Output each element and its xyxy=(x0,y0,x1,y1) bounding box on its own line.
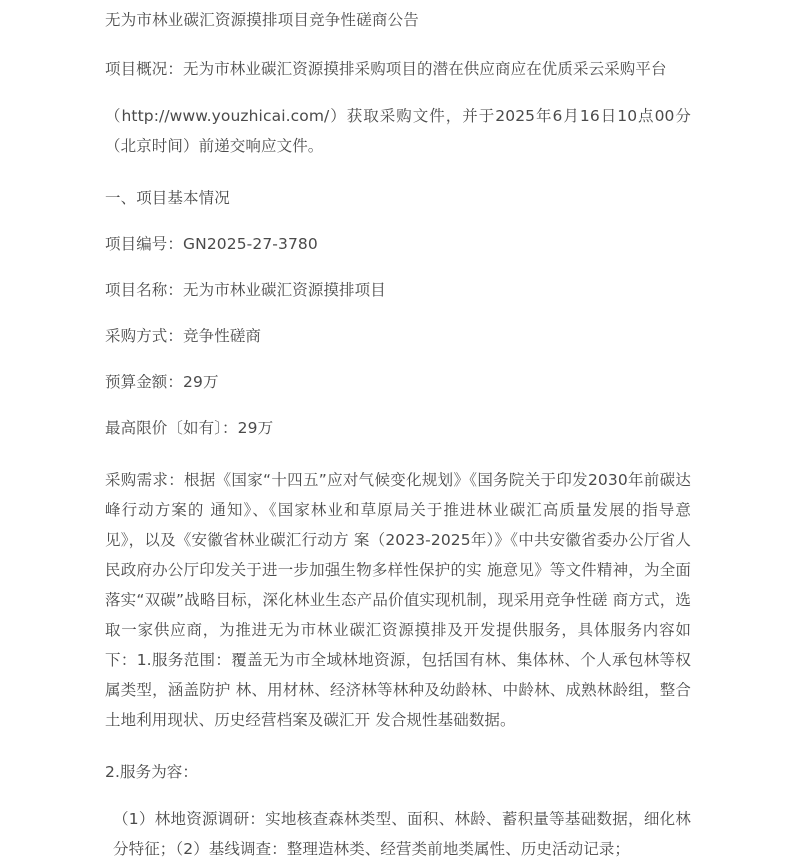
spacer xyxy=(105,32,691,54)
spacer xyxy=(105,735,691,757)
project-overview-line-2: （http://www.youzhicai.com/）获取采购文件，并于2025年6月16日10点00分（北京时间）前递交响应文件。 xyxy=(105,107,691,156)
section-heading-service-content: 2.服务为容： xyxy=(105,763,198,782)
page-title: 无为市林业碳汇资源摸排项目竞争性磋商公告 xyxy=(105,11,420,29)
spacer xyxy=(105,259,691,275)
field-value: GN2025-27-3780 xyxy=(183,235,318,254)
field-row-procurement-method xyxy=(105,321,691,351)
field-value: 29万 xyxy=(237,419,274,438)
spacer xyxy=(105,84,691,101)
spacer xyxy=(105,305,691,321)
field-label: 项目编号： xyxy=(105,235,184,254)
procurement-requirement-paragraph: 采购需求：根据《国家“十四五”应对气候变化规划》《国务院关于印发2030年前碳达峰行动方案的 通知》、《国家林业和草原局关于推进林业碳汇高质量发展的指导意见》，以及《安徽省林业碳汇行动方 案（2023-2025年）》《中共安徽省委办公厅省人民政府办公厅印发关于进一步加强生物多样性保护的实 施意见》等文件精神，为全面落实“双碳”战略目标，深化林业生态产品价值实现机制，现采用竞争性磋 商方式，选取一家供应商，为推进无为市林业碳汇资源摸排及开发提供服务，具体服务内容如下：1.服务范围：覆盖无为市全域林地资源，包括国有林、集体林、个人承包林等权属类型，涵盖防护 林、用材林、经济林等林种及幼龄林、中龄林、成熟林龄组，整合土地利用现状、历史经营档案及碳汇开 发合规性基础数据。 xyxy=(105,471,691,730)
spacer xyxy=(105,161,691,183)
section-heading-basic-info: 一、项目基本情况 xyxy=(105,189,230,208)
spacer xyxy=(105,787,691,804)
field-row-project-name xyxy=(105,275,691,305)
field-label: 预算金额： xyxy=(105,373,184,392)
field-row-project-number xyxy=(105,229,691,259)
field-label: 项目名称： xyxy=(105,281,184,300)
field-value: 29万 xyxy=(183,373,219,392)
spacer xyxy=(105,351,691,367)
spacer xyxy=(105,213,691,229)
field-value: 竞争性磋商 xyxy=(183,327,262,346)
project-overview-line-1: 项目概况：无为市林业碳汇资源摸排采购项目的潜在供应商应在优质采云采购平台 xyxy=(105,60,667,79)
spacer xyxy=(105,443,691,465)
spacer xyxy=(105,397,691,413)
field-value: 无为市林业碳汇资源摸排项目 xyxy=(183,281,386,300)
field-row-budget-amount xyxy=(105,367,691,397)
field-label: 最高限价〔如有〕： xyxy=(105,419,238,438)
service-items-paragraph: （1）林地资源调研：实地核查森林类型、面积、林龄、蓄积量等基础数据，细化林分特征；（2）基线调查：整理造林类、经营类前地类属性、历史活动记录； xyxy=(113,810,691,859)
document-content xyxy=(105,0,691,864)
field-label: 采购方式： xyxy=(105,327,184,346)
field-row-max-price xyxy=(105,413,691,443)
